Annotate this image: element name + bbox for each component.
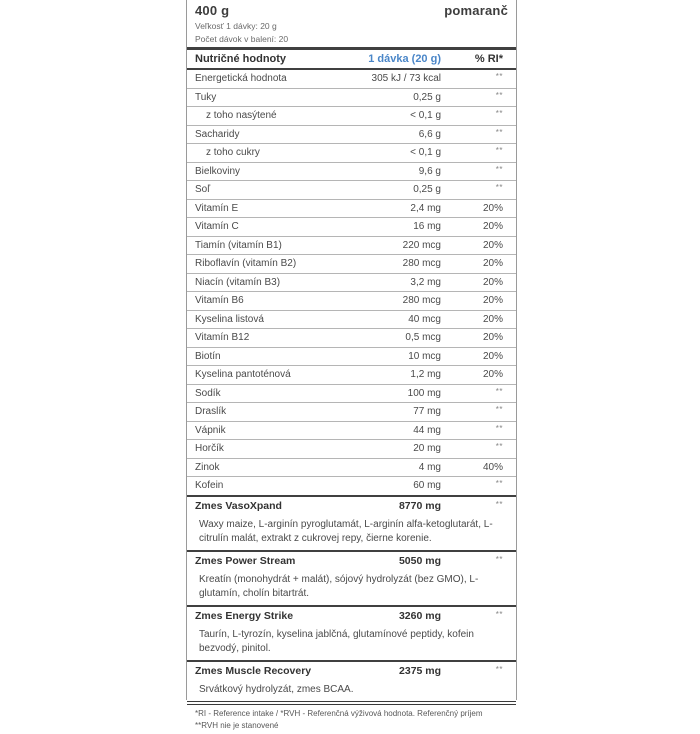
table-row xyxy=(187,403,516,422)
serving-size: Veľkosť 1 dávky: 20 g xyxy=(195,21,508,31)
row-ri: 20% xyxy=(441,258,516,269)
table-row xyxy=(187,255,516,274)
row-label: Horčík xyxy=(187,443,311,454)
row-ri: 20% xyxy=(441,240,516,251)
row-value: 10 mcg xyxy=(311,351,441,362)
table-row xyxy=(187,200,516,219)
blend-name: Zmes Muscle Recovery xyxy=(187,665,311,677)
row-label: Tiamín (vitamín B1) xyxy=(187,240,311,251)
label-header xyxy=(187,0,516,50)
nutrition-label xyxy=(186,0,517,700)
row-ri xyxy=(441,147,516,158)
footnote-ri: *RI - Reference intake / *RVH - Referenčná výživová hodnota. Referenčný príjem xyxy=(195,708,508,720)
servings-per-pack: Počet dávok v balení: 20 xyxy=(195,34,508,44)
ri-not-set-asterisks: ** xyxy=(496,109,503,118)
ri-not-set-asterisks: ** xyxy=(496,665,503,674)
row-ri: 20% xyxy=(441,221,516,232)
table-row xyxy=(187,422,516,441)
row-label: Vitamín C xyxy=(187,221,311,232)
blend-ingredients: Waxy maize, L-arginín pyroglutamát, L-arginín alfa-ketoglutarát, L-citrulín malát, extrakt z cukrovej repy, čierne korenie. xyxy=(187,515,516,551)
row-label: Biotín xyxy=(187,351,311,362)
blend-name: Zmes VasoXpand xyxy=(187,500,311,512)
blend-value: 8770 mg xyxy=(311,500,441,512)
row-label: Bielkoviny xyxy=(187,166,311,177)
row-value: 0,5 mcg xyxy=(311,332,441,343)
blend-name: Zmes Energy Strike xyxy=(187,610,311,622)
row-value: 9,6 g xyxy=(311,166,441,177)
row-label: Riboflavín (vitamín B2) xyxy=(187,258,311,269)
table-header-row xyxy=(187,50,516,70)
table-row xyxy=(187,126,516,145)
blend-ingredients: Taurín, L-tyrozín, kyselina jablčná, glutamínové peptidy, kofein bezvodý, pinitol. xyxy=(187,625,516,661)
table-row xyxy=(187,459,516,478)
row-label: Vitamín E xyxy=(187,203,311,214)
footnote-rvh: **RVH nie je stanovené xyxy=(195,720,508,732)
blend-value: 3260 mg xyxy=(311,610,441,622)
row-value: 40 mcg xyxy=(311,314,441,325)
row-ri xyxy=(441,425,516,436)
row-value: 305 kJ / 73 kcal xyxy=(311,73,441,84)
table-row xyxy=(187,70,516,89)
row-value: 77 mg xyxy=(311,406,441,417)
ri-not-set-asterisks: ** xyxy=(496,128,503,137)
row-ri: 20% xyxy=(441,314,516,325)
table-row xyxy=(187,477,516,496)
blend-ingredients: Kreatín (monohydrát + malát), sójový hydrolyzát (bez GMO), L-glutamín, cholín bitartrát. xyxy=(187,570,516,606)
footnotes xyxy=(187,701,516,734)
table-row xyxy=(187,292,516,311)
table-row xyxy=(187,311,516,330)
ri-not-set-asterisks: ** xyxy=(496,555,503,564)
row-value: 0,25 g xyxy=(311,92,441,103)
row-value: 1,2 mg xyxy=(311,369,441,380)
row-ri xyxy=(441,184,516,195)
row-label: z toho nasýtené xyxy=(187,110,311,121)
ri-not-set-asterisks: ** xyxy=(496,479,503,488)
blend-value: 5050 mg xyxy=(311,555,441,567)
blend-ingredients: Srvátkový hydrolyzát, zmes BCAA. xyxy=(187,680,516,702)
nutrient-rows xyxy=(187,70,516,496)
ri-not-set-asterisks: ** xyxy=(496,442,503,451)
row-value: 2,4 mg xyxy=(311,203,441,214)
row-value: 280 mcg xyxy=(311,295,441,306)
ri-not-set-asterisks: ** xyxy=(496,387,503,396)
row-label: Kofein xyxy=(187,480,311,491)
table-row xyxy=(187,366,516,385)
table-row xyxy=(187,89,516,108)
row-label: Kyselina listová xyxy=(187,314,311,325)
table-row xyxy=(187,274,516,293)
row-label: Energetická hodnota xyxy=(187,73,311,84)
row-ri: 20% xyxy=(441,203,516,214)
table-row xyxy=(187,107,516,126)
row-ri xyxy=(441,73,516,84)
row-label: Tuky xyxy=(187,92,311,103)
row-label: Draslík xyxy=(187,406,311,417)
row-label: Sodík xyxy=(187,388,311,399)
blend-name: Zmes Power Stream xyxy=(187,555,311,567)
row-label: Vápnik xyxy=(187,425,311,436)
blend-ri xyxy=(441,555,516,567)
table-row xyxy=(187,218,516,237)
table-row xyxy=(187,385,516,404)
row-ri xyxy=(441,388,516,399)
row-ri: 20% xyxy=(441,351,516,362)
row-value: < 0,1 g xyxy=(311,110,441,121)
blend-ri xyxy=(441,665,516,677)
row-value: 6,6 g xyxy=(311,129,441,140)
table-row xyxy=(187,163,516,182)
table-row xyxy=(187,181,516,200)
row-ri: 20% xyxy=(441,369,516,380)
row-label: Vitamín B6 xyxy=(187,295,311,306)
row-ri xyxy=(441,129,516,140)
blend-value: 2375 mg xyxy=(311,665,441,677)
column-header-nutrition-values: Nutričné hodnoty xyxy=(187,53,311,65)
row-value: 20 mg xyxy=(311,443,441,454)
ri-not-set-asterisks: ** xyxy=(496,72,503,81)
ri-not-set-asterisks: ** xyxy=(496,405,503,414)
row-value: 4 mg xyxy=(311,462,441,473)
row-ri xyxy=(441,166,516,177)
row-label: Kyselina pantoténová xyxy=(187,369,311,380)
row-label: Sacharidy xyxy=(187,129,311,140)
row-value: 16 mg xyxy=(311,221,441,232)
blend-header-row xyxy=(187,550,516,570)
row-label: Soľ xyxy=(187,184,311,195)
ri-not-set-asterisks: ** xyxy=(496,424,503,433)
row-value: 3,2 mg xyxy=(311,277,441,288)
table-row xyxy=(187,144,516,163)
row-value: 0,25 g xyxy=(311,184,441,195)
row-value: 280 mcg xyxy=(311,258,441,269)
column-header-ri-percent: % RI* xyxy=(441,53,516,65)
ri-not-set-asterisks: ** xyxy=(496,165,503,174)
label-header-top xyxy=(195,3,508,18)
row-ri xyxy=(441,92,516,103)
row-label: Niacín (vitamín B3) xyxy=(187,277,311,288)
row-label: Zinok xyxy=(187,462,311,473)
ri-not-set-asterisks: ** xyxy=(496,146,503,155)
row-ri: 40% xyxy=(441,462,516,473)
row-ri: 20% xyxy=(441,295,516,306)
table-row xyxy=(187,440,516,459)
row-value: 60 mg xyxy=(311,480,441,491)
table-row xyxy=(187,237,516,256)
column-header-serving: 1 dávka (20 g) xyxy=(311,53,441,65)
blend-header-row xyxy=(187,660,516,680)
product-flavor: pomaranč xyxy=(444,3,508,18)
blend-sections xyxy=(187,495,516,702)
row-ri: 20% xyxy=(441,332,516,343)
row-ri xyxy=(441,406,516,417)
row-value: < 0,1 g xyxy=(311,147,441,158)
ri-not-set-asterisks: ** xyxy=(496,183,503,192)
blend-ri xyxy=(441,500,516,512)
table-row xyxy=(187,348,516,367)
row-ri: 20% xyxy=(441,277,516,288)
ri-not-set-asterisks: ** xyxy=(496,500,503,509)
blend-header-row xyxy=(187,605,516,625)
row-value: 220 mcg xyxy=(311,240,441,251)
row-label: Vitamín B12 xyxy=(187,332,311,343)
ri-not-set-asterisks: ** xyxy=(496,91,503,100)
ri-not-set-asterisks: ** xyxy=(496,610,503,619)
row-ri xyxy=(441,110,516,121)
blend-header-row xyxy=(187,495,516,515)
product-weight: 400 g xyxy=(195,3,229,18)
row-value: 44 mg xyxy=(311,425,441,436)
row-ri xyxy=(441,480,516,491)
row-value: 100 mg xyxy=(311,388,441,399)
row-ri xyxy=(441,443,516,454)
row-label: z toho cukry xyxy=(187,147,311,158)
table-row xyxy=(187,329,516,348)
blend-ri xyxy=(441,610,516,622)
